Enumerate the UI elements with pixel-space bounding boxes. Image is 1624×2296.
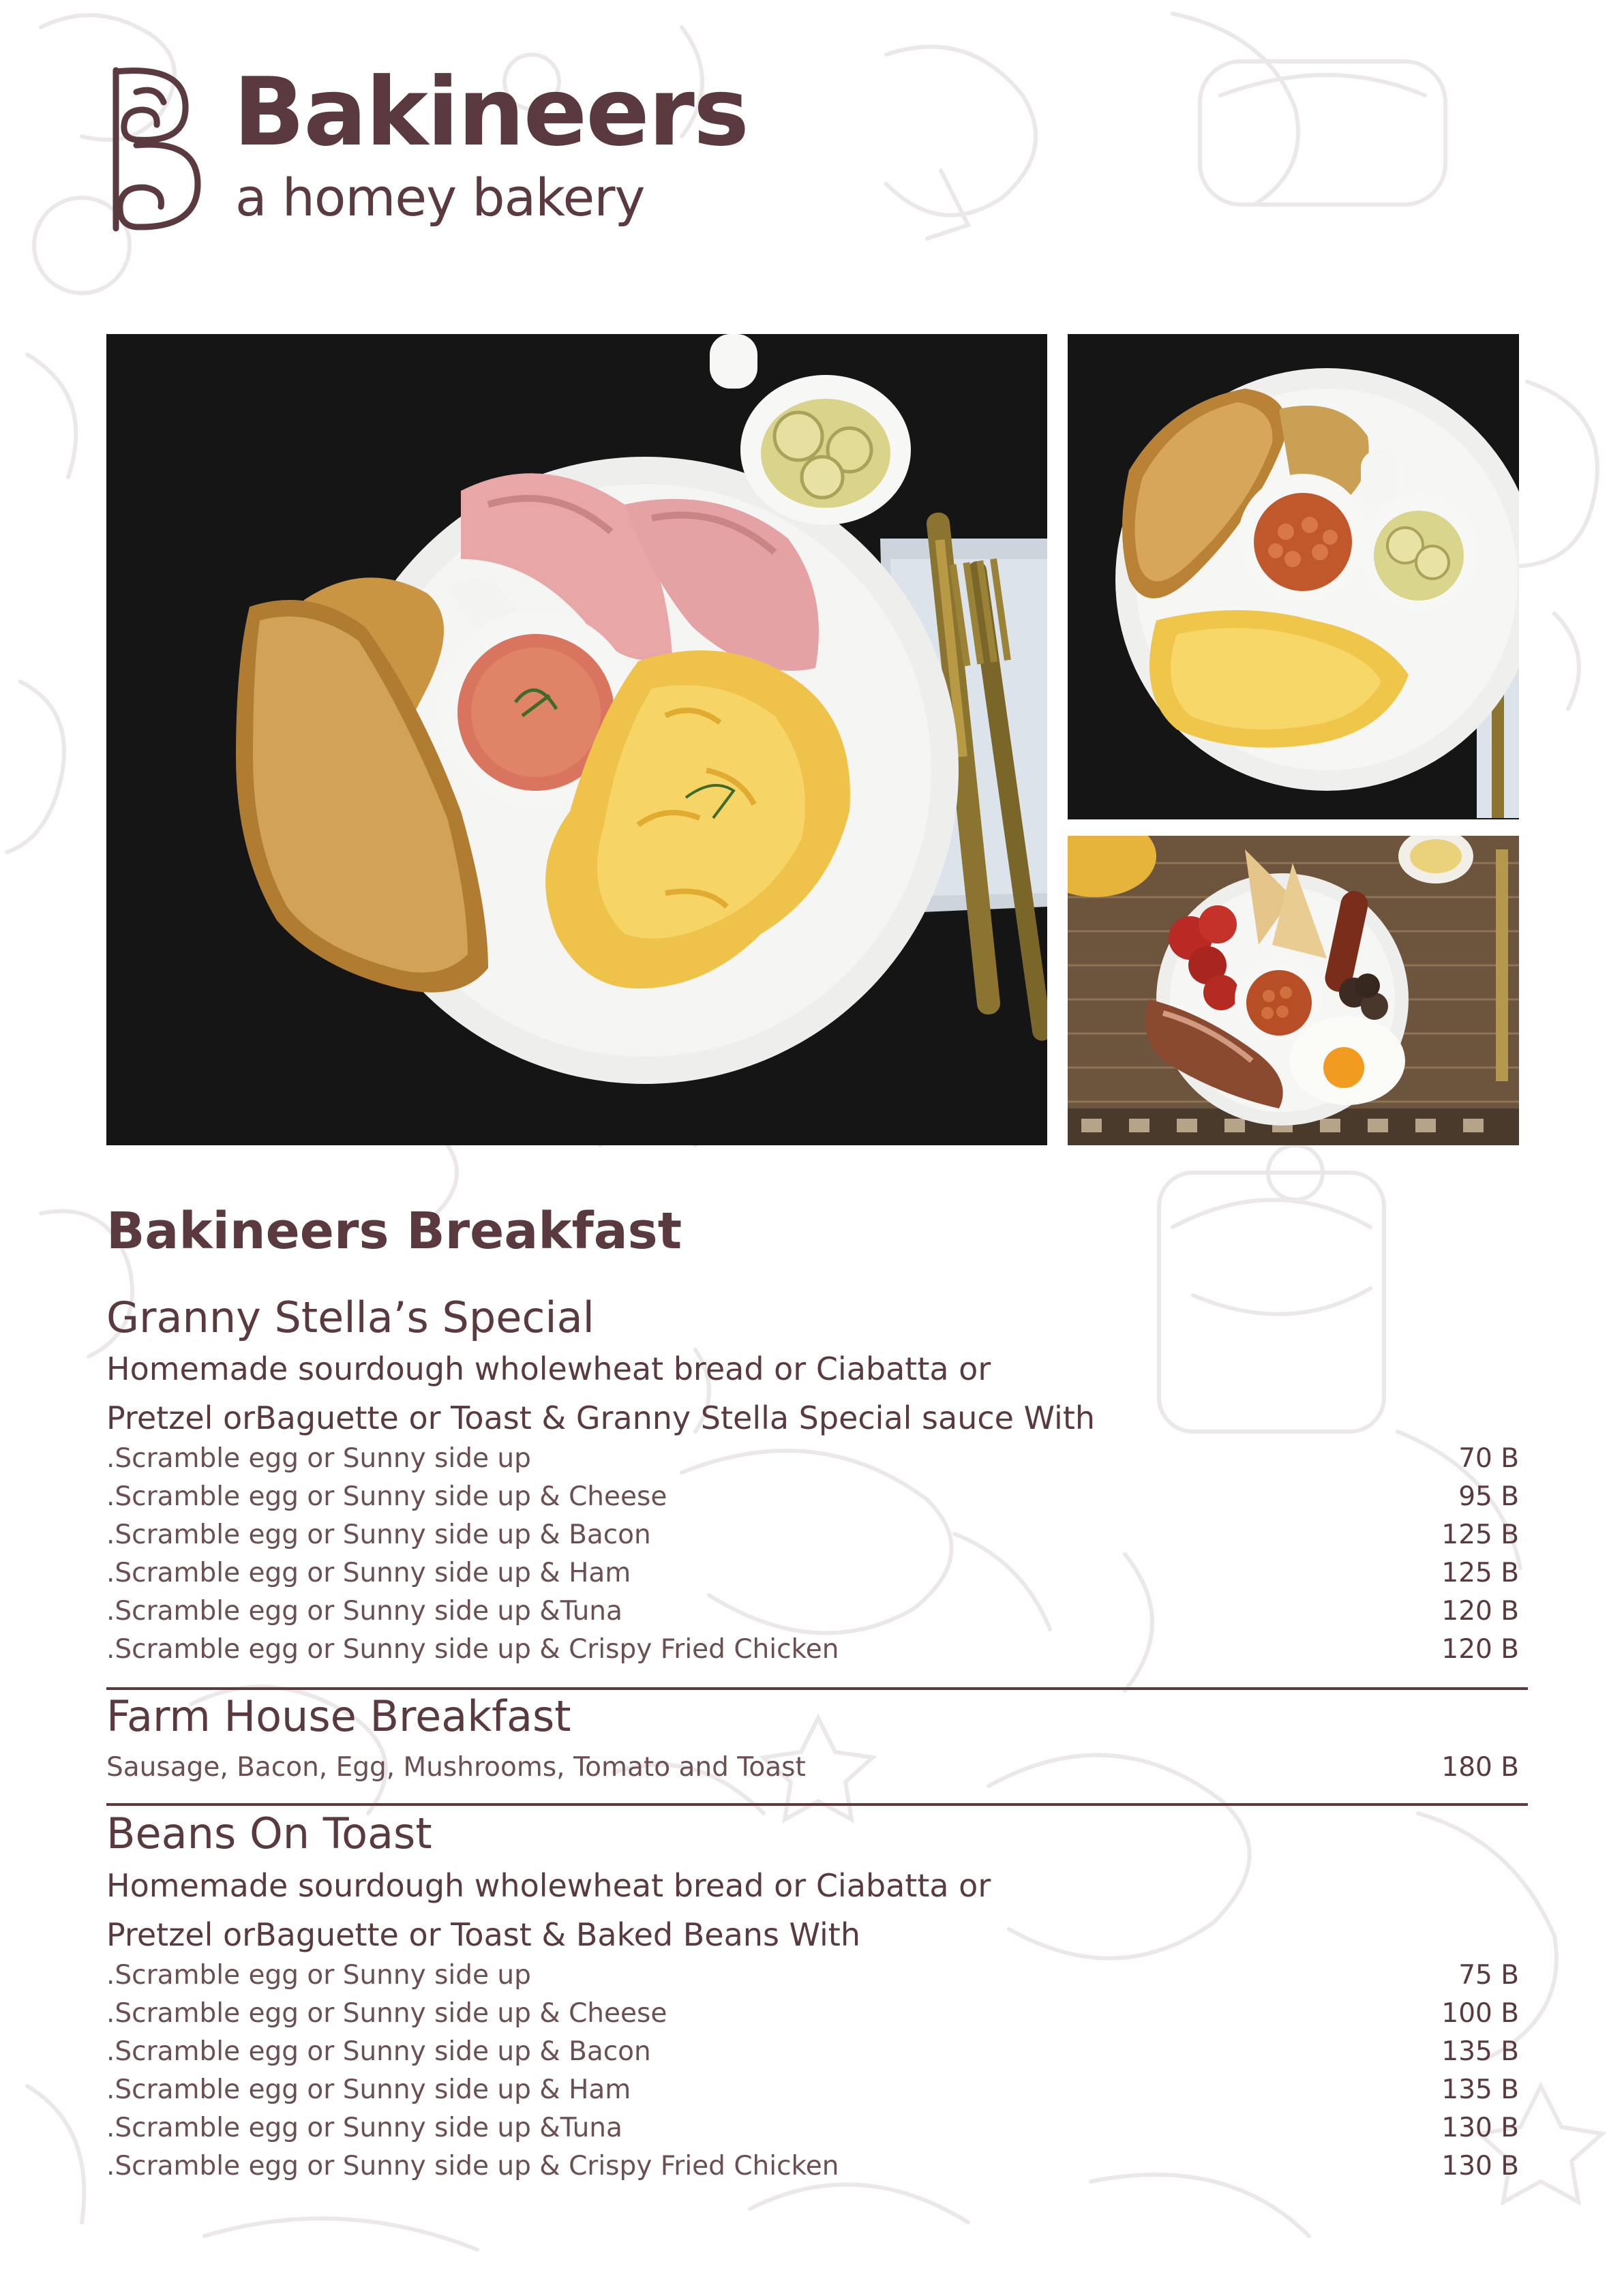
- menu-item-name: Sausage, Bacon, Egg, Mushrooms, Tomato and Toast: [106, 1752, 806, 1783]
- menu-item-price: 75 B: [1458, 1960, 1519, 1991]
- menu-item-row: [106, 2147, 1519, 2186]
- menu-item-row: [106, 2109, 1519, 2147]
- menu-item-price: 120 B: [1441, 1634, 1519, 1665]
- menu-item-price: 130 B: [1441, 2113, 1519, 2143]
- menu-item-row: [106, 1516, 1519, 1554]
- menu-item-name: .Scramble egg or Sunny side up & Ham: [106, 1558, 631, 1588]
- menu-item-row: [106, 1749, 1519, 1787]
- menu-item-row: [106, 1592, 1519, 1631]
- menu-item-row: [106, 1995, 1519, 2033]
- beans-toast-plate-photo: [1068, 334, 1519, 819]
- menu-item-row: [106, 1957, 1519, 1995]
- section-description-line: Homemade sourdough wholewheat bread or Ciabatta or: [106, 1867, 991, 1904]
- menu-item-price: 125 B: [1441, 1558, 1519, 1588]
- menu-item-name: .Scramble egg or Sunny side up & Crispy Fried Chicken: [106, 1634, 839, 1665]
- menu-item-row: [106, 2033, 1519, 2071]
- menu-item-price: 70 B: [1458, 1443, 1519, 1474]
- menu-item-price: 135 B: [1441, 2036, 1519, 2067]
- section-title-granny-stellas-special: Granny Stella’s Special: [106, 1293, 595, 1342]
- menu-item-row: [106, 1631, 1519, 1669]
- menu-item-name: .Scramble egg or Sunny side up & Crispy Fried Chicken: [106, 2151, 839, 2181]
- menu-item-name: .Scramble egg or Sunny side up &Tuna: [106, 2113, 622, 2143]
- menu-item-name: .Scramble egg or Sunny side up &Tuna: [106, 1596, 622, 1627]
- section-divider: [106, 1803, 1528, 1806]
- menu-item-name: .Scramble egg or Sunny side up & Ham: [106, 2074, 631, 2105]
- menu-title: Bakineers Breakfast: [106, 1202, 682, 1260]
- bakineers-logo-icon: [109, 65, 205, 235]
- breakfast-plate-photo: [106, 334, 1047, 1145]
- menu-item-row: [106, 1554, 1519, 1592]
- menu-item-price: 95 B: [1458, 1481, 1519, 1512]
- menu-item-price: 180 B: [1441, 1752, 1519, 1783]
- menu-item-row: [106, 1478, 1519, 1516]
- menu-item-row: [106, 2071, 1519, 2109]
- menu-item-price: 130 B: [1441, 2151, 1519, 2181]
- menu-item-price: 125 B: [1441, 1520, 1519, 1550]
- menu-item-name: .Scramble egg or Sunny side up & Cheese: [106, 1481, 667, 1512]
- menu-item-name: .Scramble egg or Sunny side up & Bacon: [106, 1520, 651, 1550]
- menu-item-name: .Scramble egg or Sunny side up & Bacon: [106, 2036, 651, 2067]
- section-description-line: Pretzel orBaguette or Toast & Baked Beans With: [106, 1916, 860, 1953]
- section-title-beans-on-toast: Beans On Toast: [106, 1809, 432, 1858]
- section-description-line: Pretzel orBaguette or Toast & Granny Stella Special sauce With: [106, 1400, 1096, 1436]
- menu-item-name: .Scramble egg or Sunny side up & Cheese: [106, 1998, 667, 2029]
- menu-item-name: .Scramble egg or Sunny side up: [106, 1960, 531, 1991]
- menu-item-row: [106, 1440, 1519, 1478]
- menu-item-price: 120 B: [1441, 1596, 1519, 1627]
- brand-tagline: a homey bakery: [235, 167, 645, 228]
- menu-item-price: 100 B: [1441, 1998, 1519, 2029]
- brand-name: Bakineers: [233, 57, 749, 167]
- section-description-line: Homemade sourdough wholewheat bread or Ciabatta or: [106, 1350, 991, 1387]
- farm-house-breakfast-photo: [1068, 836, 1519, 1145]
- section-title-farm-house-breakfast: Farm House Breakfast: [106, 1691, 571, 1741]
- menu-item-name: .Scramble egg or Sunny side up: [106, 1443, 531, 1474]
- menu-item-price: 135 B: [1441, 2074, 1519, 2105]
